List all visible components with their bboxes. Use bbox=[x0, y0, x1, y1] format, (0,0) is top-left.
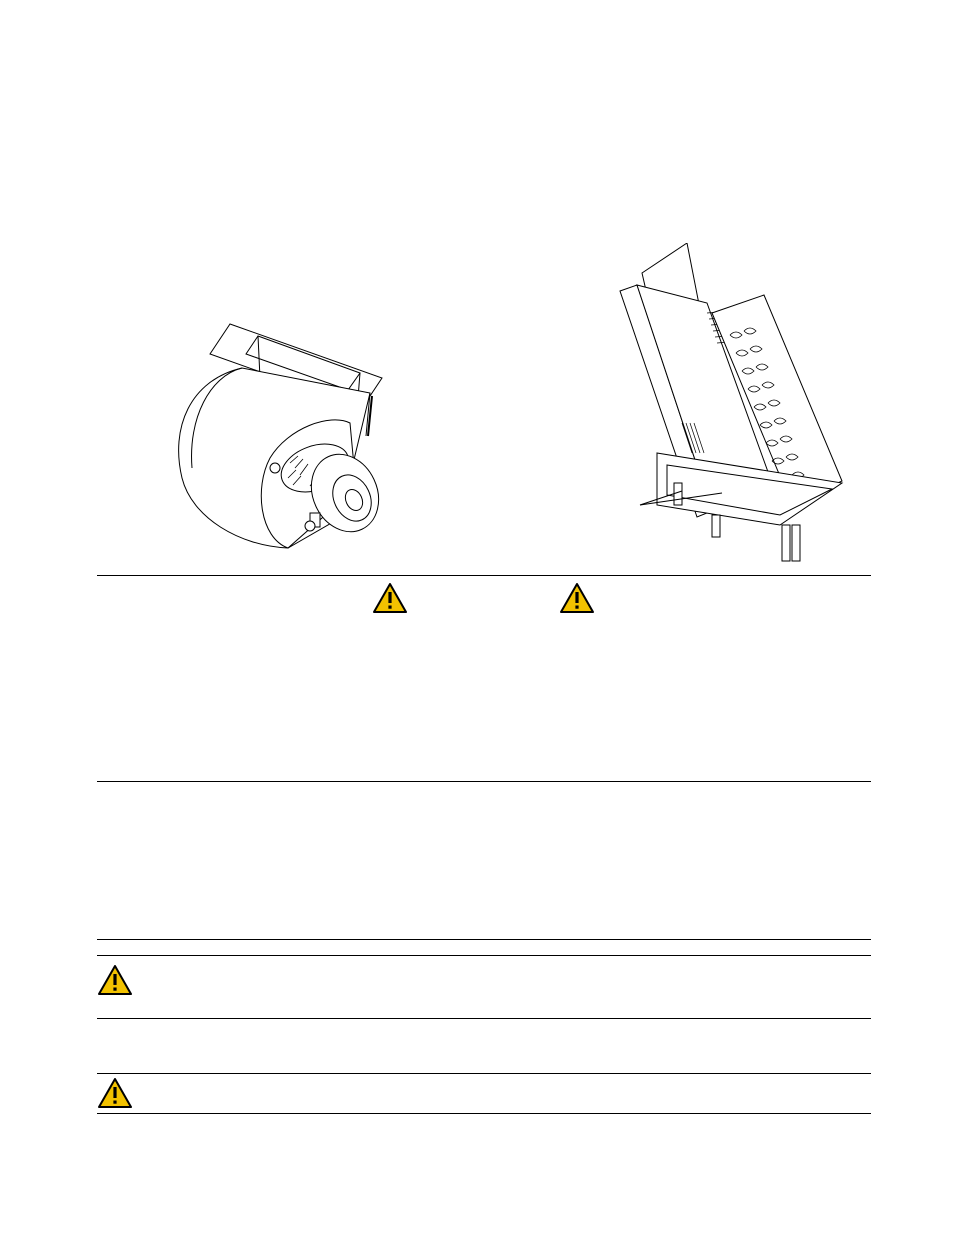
warning-box-top-1 bbox=[97, 955, 871, 956]
warning-triangle-icon bbox=[372, 582, 408, 614]
evaporator-coil-figure bbox=[612, 243, 852, 568]
warning-triangle-icon bbox=[559, 582, 595, 614]
warning-box-bottom-2 bbox=[97, 1113, 871, 1114]
section-divider-2 bbox=[97, 781, 871, 782]
warning-triangle-icon bbox=[97, 1077, 133, 1109]
warning-box-top-2 bbox=[97, 1073, 871, 1074]
blower-assembly-figure bbox=[170, 318, 395, 550]
section-divider-1 bbox=[97, 575, 871, 576]
section-divider-3 bbox=[97, 939, 871, 940]
warning-box-bottom-1 bbox=[97, 1018, 871, 1019]
warning-triangle-icon bbox=[97, 964, 133, 996]
